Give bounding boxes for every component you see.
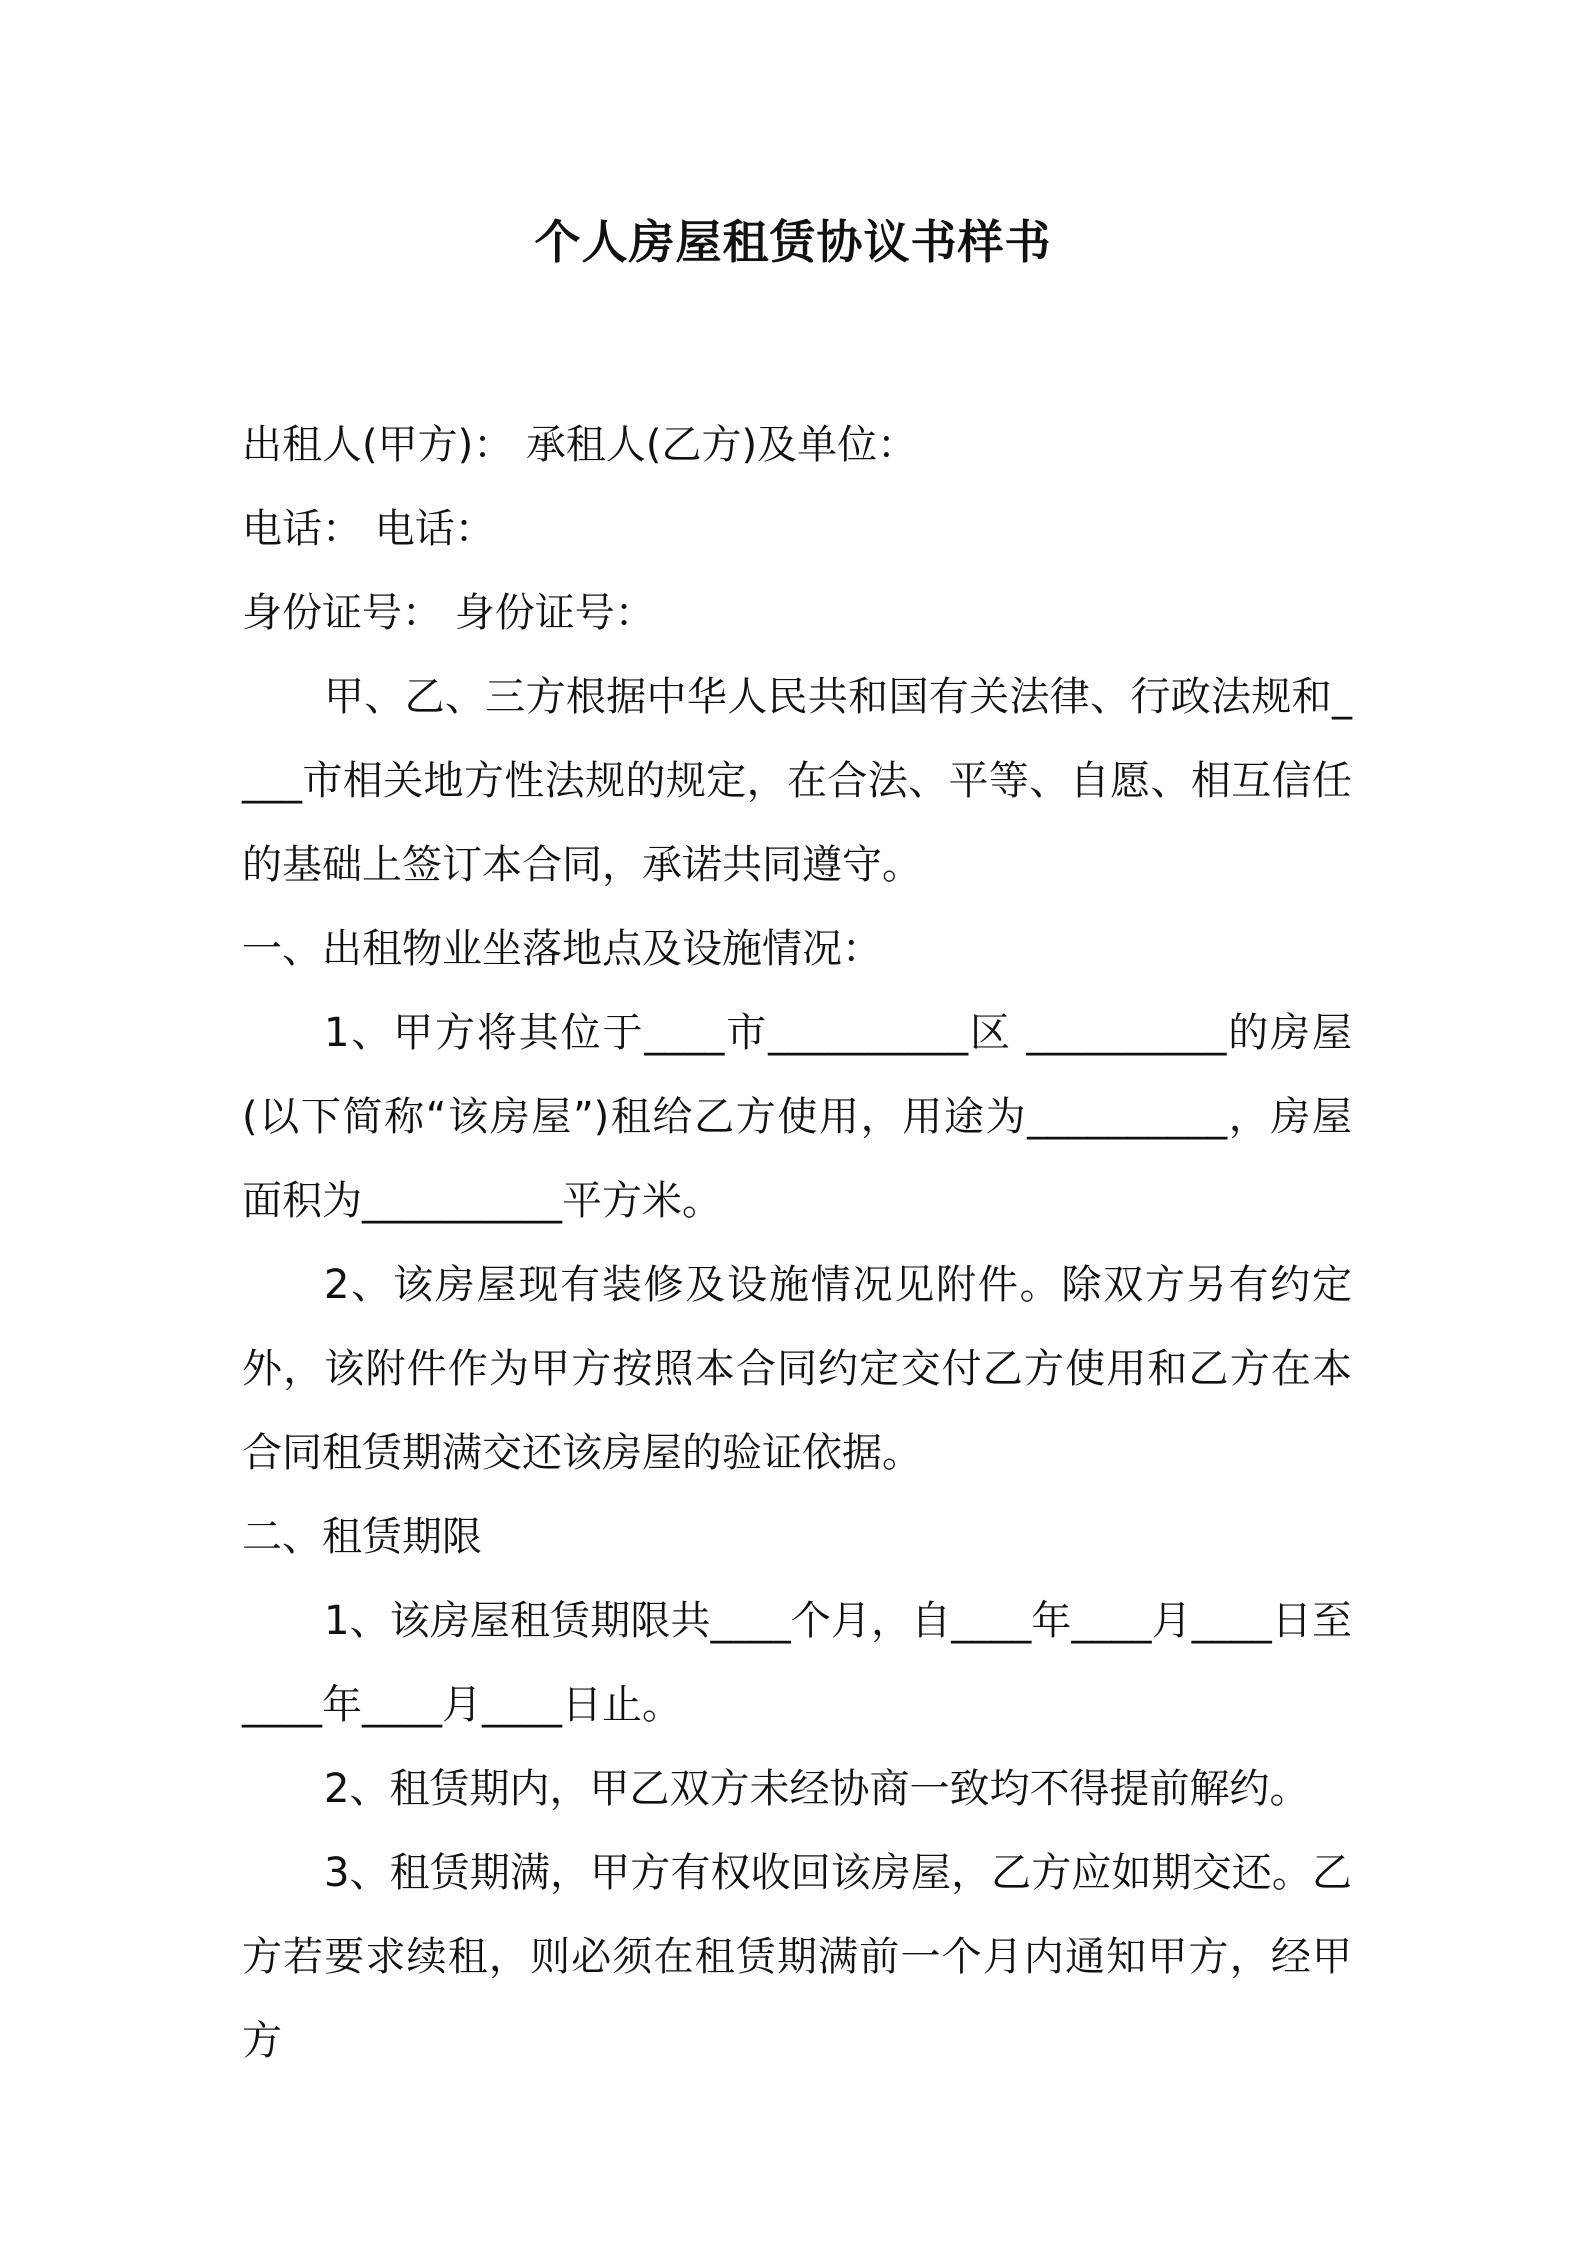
- section-1-heading: 一、出租物业坐落地点及设施情况：: [242, 926, 882, 972]
- clause-1-2: 2、该房屋现有装修及设施情况见附件。除双方另有约定外，该附件作为甲方按照本合同约定交付乙方使用和乙方在本合同租赁期满交还该房屋的验证依据。: [242, 1262, 1352, 1476]
- id-number-line: 身份证号： 身份证号：: [242, 590, 655, 636]
- preamble-paragraph: 甲、乙、三方根据中华人民共和国有关法律、行政法规和____市相关地方性法规的规定，在合法、平等、自愿、相互信任的基础上签订本合同，承诺共同遵守。: [242, 674, 1352, 888]
- section-2-heading: 二、租赁期限: [242, 1514, 482, 1560]
- phone-line: 电话： 电话：: [242, 506, 495, 552]
- clause-2-2: 2、租赁期内，甲乙双方未经协商一致均不得提前解约。: [324, 1766, 1310, 1812]
- document-body: [242, 403, 1352, 2083]
- lessor-lessee-line: 出租人(甲方)： 承租人(乙方)及单位：: [242, 422, 918, 468]
- document-title: 个人房屋租赁协议书样书: [534, 215, 1052, 269]
- clause-1-1: 1、甲方将其位于____市__________区 __________的房屋(以下简称“该房屋”)租给乙方使用，用途为__________，房屋面积为__________平方米。: [242, 1010, 1352, 1224]
- clause-2-3: 3、租赁期满，甲方有权收回该房屋，乙方应如期交还。乙方若要求续租，则必须在租赁期满前一个月内通知甲方，经甲方: [242, 1850, 1352, 2064]
- clause-2-1: 1、该房屋租赁期限共____个月，自____年____月____日至____年____月____日止。: [242, 1598, 1352, 1728]
